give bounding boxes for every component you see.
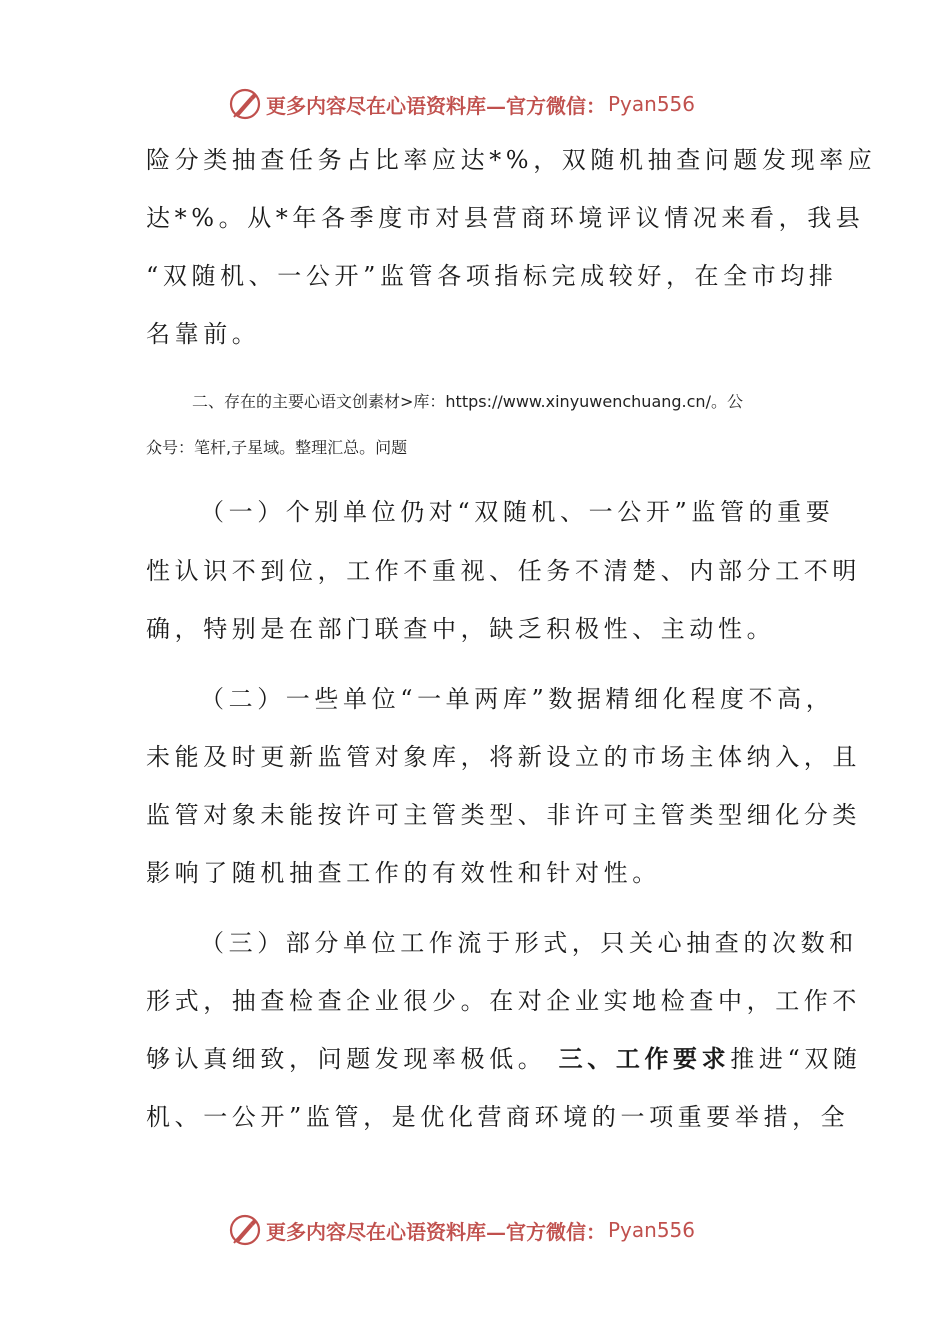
text-line: 影响了随机抽查工作的有效性和针对性。 [146,859,661,887]
banner-slogan: 更多内容尽在心语资料库—官方微信： [266,1219,606,1244]
text-line: （三）部分单位工作流于形式，只关心抽查的次数和 [200,929,858,957]
text-line: 监管对象未能按许可主管类型、非许可主管类型细化分类 [146,801,861,829]
text-line: 险分类抽查任务占比率应达*%，双随机抽查问题发现率应 [146,146,877,174]
text-line: 名靠前。 [146,320,261,348]
footer-banner [228,1212,748,1248]
text-line: “双随机、一公开”监管各项指标完成较好，在全市均排 [146,262,838,290]
text-line: 确，特别是在部门联查中，缺乏积极性、主动性。 [146,615,776,643]
text-line: 机、一公开”监管，是优化营商环境的一项重要举措，全 [146,1103,850,1131]
text-line-with-heading [146,1043,862,1075]
text-segment: 够认真细致，问题发现率极低。 [146,1045,547,1073]
text-line: 达*%。从*年各季度市对县营商环境评议情况来看，我县 [146,204,865,232]
pen-logo-icon [228,1213,262,1247]
inline-heading: 三、工作要求 [558,1044,731,1073]
banner-slogan: 更多内容尽在心语资料库—官方微信： [266,93,606,118]
text-line: （一）个别单位仍对“双随机、一公开”监管的重要 [200,498,835,526]
text-line: （二）一些单位“一单两库”数据精细化程度不高， [200,685,835,713]
section-heading-line: 众号：笔杆,子星域。整理汇总。问题 [146,438,408,457]
header-banner [228,86,748,122]
pen-logo-icon [228,87,262,121]
section-heading-line: 二、存在的主要心语文创素材>库：https://www.xinyuwenchuang.cn/。公 [192,392,743,411]
banner-wechat-id: Pyan556 [608,1218,696,1242]
text-segment: 推进“双随 [730,1045,862,1073]
banner-wechat-id: Pyan556 [608,92,696,116]
text-line: 未能及时更新监管对象库，将新设立的市场主体纳入，且 [146,743,861,771]
text-line: 形式，抽查检查企业很少。在对企业实地检查中，工作不 [146,987,861,1015]
text-line: 性认识不到位，工作不重视、任务不清楚、内部分工不明 [146,557,861,585]
